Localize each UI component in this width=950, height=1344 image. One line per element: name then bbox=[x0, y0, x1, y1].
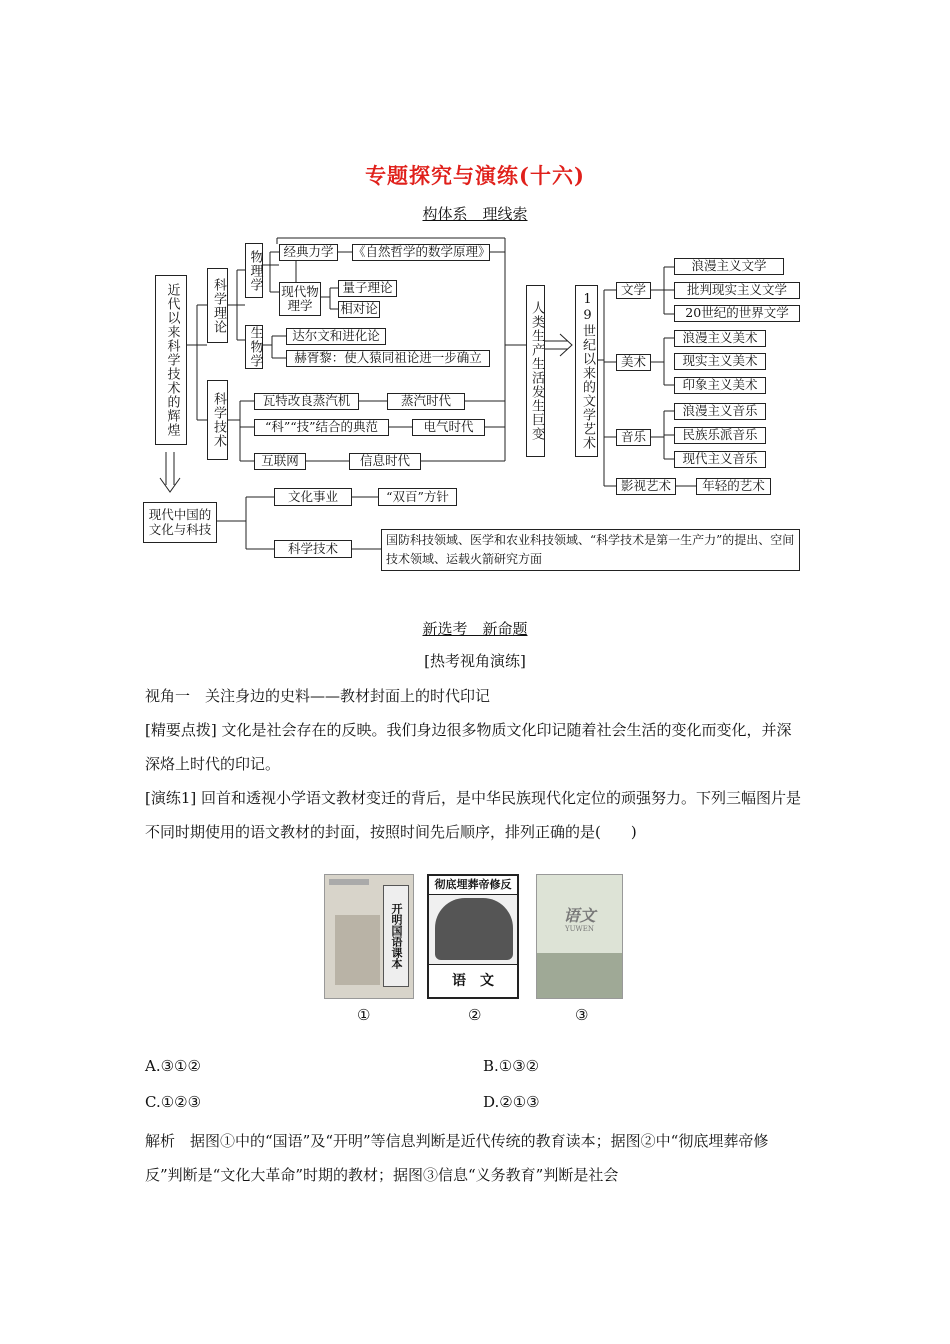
node-mus-nat: 民族乐派音乐 bbox=[674, 427, 766, 444]
node-lit-crit: 批判现实主义文学 bbox=[674, 282, 800, 299]
angle-heading: 视角一 关注身边的史料——教材封面上的时代印记 bbox=[145, 687, 491, 705]
node-quantum: 量子理论 bbox=[338, 280, 397, 297]
node-art-roman: 浪漫主义美术 bbox=[674, 330, 766, 347]
node-electric-age: 电气时代 bbox=[412, 419, 485, 436]
node-china-tech-detail: 国防科技领域、医学和农业科技领域、“科学技术是第一生产力”的提出、空间技术领域、运载火箭研究方面 bbox=[381, 529, 800, 571]
node-relativity: 相对论 bbox=[338, 301, 380, 318]
section-subheading: [热考视角演练] bbox=[424, 652, 526, 670]
cover-3-title: 语文 bbox=[563, 906, 596, 925]
node-classical: 经典力学 bbox=[279, 244, 338, 261]
analysis-paragraph: 解析 据图①中的“国语”及“开明”等信息判断是近代传统的教育读本；据图②中“彻底埋葬帝修反”判断是“文化大革命”时期的教材；据图③信息“义务教育”判断是社会 bbox=[145, 1132, 769, 1184]
cover-image-2 bbox=[427, 874, 519, 999]
option-c[interactable]: C.①②③ bbox=[145, 1093, 202, 1111]
node-mus-roman: 浪漫主义音乐 bbox=[674, 403, 766, 420]
node-steam-age: 蒸汽时代 bbox=[387, 393, 465, 410]
node-young-art: 年轻的艺术 bbox=[696, 478, 771, 495]
cover-1-title: 开明国语课本 bbox=[383, 885, 409, 987]
node-lit-art: 19世纪以来的文学艺术 bbox=[575, 285, 598, 457]
node-music: 音乐 bbox=[616, 429, 651, 446]
node-root: 近代以来科学技术的辉煌 bbox=[155, 275, 187, 445]
caption-2: ② bbox=[468, 1006, 482, 1024]
tip-paragraph: [精要点拨] 文化是社会存在的反映。我们身边很多物质文化印记随着社会生活的变化而变化，并深深烙上时代的印记。 bbox=[145, 721, 792, 773]
node-huxley: 赫胥黎：使人猿同祖论进一步确立 bbox=[286, 350, 490, 367]
node-darwin: 达尔文和进化论 bbox=[286, 328, 386, 345]
node-lit-roman: 浪漫主义文学 bbox=[674, 258, 784, 275]
node-film: 影视艺术 bbox=[616, 478, 676, 495]
section-heading-new: 新选考 新命题 bbox=[422, 620, 528, 638]
node-art-real: 现实主义美术 bbox=[674, 353, 766, 370]
exercise-paragraph: [演练1] 回首和透视小学语文教材变迁的背后，是中华民族现代化定位的顽强努力。下列三幅图片是不同时期使用的语文教材的封面，按照时间先后顺序，排列正确的是( ) bbox=[145, 789, 802, 841]
node-sci-tech-combo: “科”“技”结合的典范 bbox=[254, 419, 389, 436]
cover-2-banner: 彻底埋葬帝修反 bbox=[429, 876, 517, 895]
section-heading-system: 构体系 理线索 bbox=[422, 205, 528, 223]
cover-2-title: 语 文 bbox=[429, 964, 517, 997]
page-title: 专题探究与演练(十六) bbox=[365, 163, 585, 188]
cover-image-1 bbox=[324, 874, 414, 999]
node-biology: 生物学 bbox=[245, 325, 263, 369]
cover-image-3 bbox=[536, 874, 623, 999]
node-china: 现代中国的文化与科技 bbox=[143, 502, 217, 543]
node-art-impr: 印象主义美术 bbox=[674, 377, 766, 394]
option-b[interactable]: B.①③② bbox=[483, 1057, 540, 1075]
node-mus-mod: 现代主义音乐 bbox=[674, 451, 766, 468]
node-info-age: 信息时代 bbox=[349, 453, 421, 470]
node-sci-theory: 科学理论 bbox=[207, 268, 228, 343]
node-fine-art: 美术 bbox=[616, 354, 651, 371]
option-a[interactable]: A.③①② bbox=[145, 1057, 201, 1075]
node-china-tech: 科学技术 bbox=[274, 540, 352, 558]
node-principia: 《自然哲学的数学原理》 bbox=[353, 244, 491, 260]
node-lit-20c: 20世纪的世界文学 bbox=[674, 305, 800, 322]
node-shuangbai: “双百”方针 bbox=[378, 488, 457, 506]
node-physics: 物理学 bbox=[245, 243, 263, 298]
node-modern-physics: 现代物理学 bbox=[279, 282, 321, 316]
caption-1: ① bbox=[357, 1006, 371, 1024]
cover-3-pinyin: YUWEN bbox=[565, 925, 594, 933]
node-literature: 文学 bbox=[616, 282, 651, 299]
node-life-change: 人类生产生活发生巨变 bbox=[526, 285, 545, 457]
node-sci-tech: 科学技术 bbox=[207, 380, 228, 460]
node-internet: 互联网 bbox=[254, 453, 306, 470]
caption-3: ③ bbox=[575, 1006, 589, 1024]
node-culture: 文化事业 bbox=[274, 488, 352, 506]
node-watt: 瓦特改良蒸汽机 bbox=[254, 393, 359, 410]
option-d[interactable]: D.②①③ bbox=[483, 1093, 540, 1111]
